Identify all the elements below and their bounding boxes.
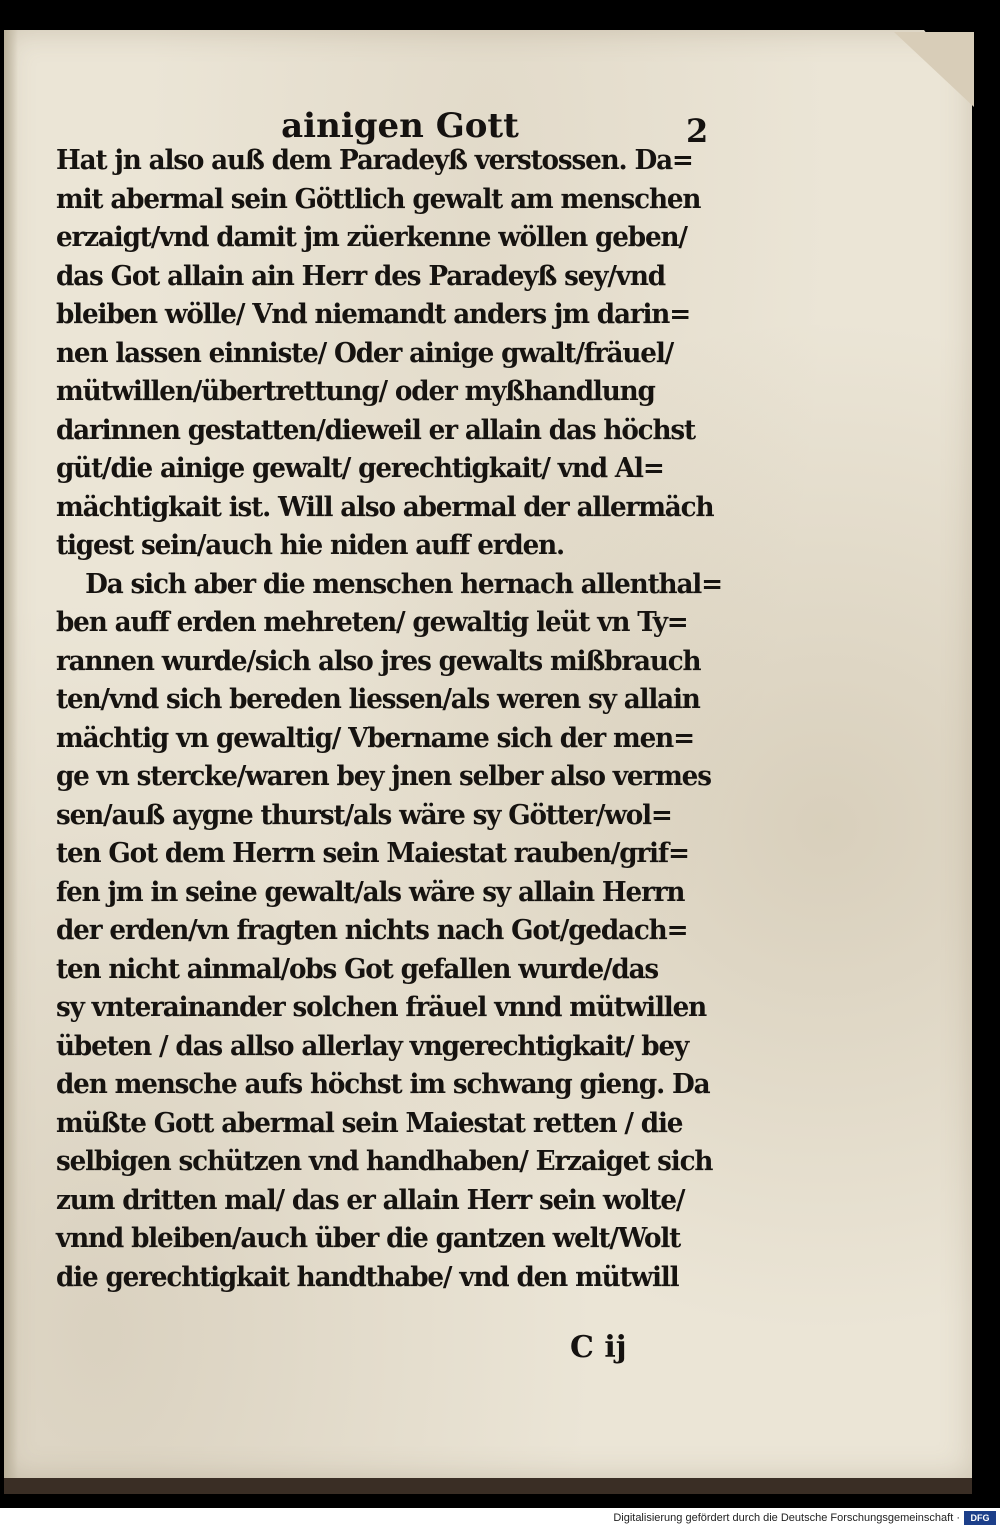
text-block xyxy=(56,142,776,1297)
text-line: ben auff erden mehreten/ gewaltig leüt vn Ty= xyxy=(56,607,688,638)
page-number: 2 xyxy=(686,112,709,150)
text-line: müßte Gott abermal sein Maiestat retten / die xyxy=(56,1107,683,1139)
text-line: ten/vnd sich bereden liessen/als weren sy allain xyxy=(56,684,700,715)
text-line: darinnen gestatten/dieweil er allain das höchst xyxy=(56,414,695,446)
dfg-logo-icon: DFG xyxy=(964,1511,996,1525)
text-line: Da sich aber die menschen hernach allenthal= xyxy=(85,568,722,600)
text-line: das Got allain ain Herr des Paradeyß sey/vnd xyxy=(56,260,665,292)
text-line: nen lassen einniste/ Oder ainige gwalt/fräuel/ xyxy=(56,337,674,369)
text-line: erzaigt/vnd damit jm züerkenne wöllen geben/ xyxy=(56,222,687,253)
signature-mark: C ij xyxy=(570,1330,627,1365)
text-line: übeten / das allso allerlay vngerechtigkait/ bey xyxy=(56,1030,689,1062)
text-line: den mensche aufs höchst im schwang gieng. Da xyxy=(56,1069,710,1100)
text-line: mächtigkait ist. Will also abermal der allermäch xyxy=(56,491,714,523)
text-line: die gerechtigkait handthabe/ vnd den mütwill xyxy=(56,1261,679,1293)
footer-credit: Digitalisierung gefördert durch die Deutsche Forschungsgemeinschaft · xyxy=(613,1512,960,1524)
text-line: zum dritten mal/ das er allain Herr sein wolte/ xyxy=(56,1184,685,1216)
text-line: ge vn stercke/waren bey jnen selber also vermes xyxy=(56,761,711,792)
page-bottom-edge xyxy=(4,1478,972,1494)
text-line: tigest sein/auch hie niden auff erden. xyxy=(56,530,565,561)
running-headline: ainigen Gott xyxy=(281,106,519,146)
text-line: sy vnterainander solchen fräuel vnnd mütwillen xyxy=(56,992,707,1023)
text-line: ten Got dem Herrn sein Maiestat rauben/grif= xyxy=(56,838,689,869)
text-line: mütwillen/übertrettung/ oder myßhandlung xyxy=(56,376,655,407)
text-line: rannen wurde/sich also jres gewalts mißbrauch xyxy=(56,645,701,677)
text-line: mächtig vn gewaltig/ Vbername sich der men= xyxy=(56,722,694,754)
text-line: vnnd bleiben/auch über die gantzen welt/Wolt xyxy=(56,1223,681,1254)
text-line: sen/auß aygne thurst/als wäre sy Götter/wol= xyxy=(56,799,672,831)
text-line: selbigen schützen vnd handhaben/ Erzaiget sich xyxy=(56,1146,713,1177)
text-line: fen jm in seine gewalt/als wäre sy allain Herrn xyxy=(56,876,685,908)
text-line: Hat jn also auß dem Paradeyß verstossen. Da= xyxy=(56,145,693,176)
page-gutter-shadow xyxy=(4,30,18,1478)
folded-corner xyxy=(894,32,974,107)
text-line: mit abermal sein Göttlich gewalt am menschen xyxy=(56,183,701,215)
text-line: ten nicht ainmal/obs Got gefallen wurde/das xyxy=(56,953,659,985)
text-line: der erden/vn fragten nichts nach Got/gedach= xyxy=(56,915,688,946)
text-line: güt/die ainige gewalt/ gerechtigkait/ vnd Al= xyxy=(56,453,664,484)
text-line: bleiben wölle/ Vnd niemandt anders jm darin= xyxy=(56,299,691,330)
